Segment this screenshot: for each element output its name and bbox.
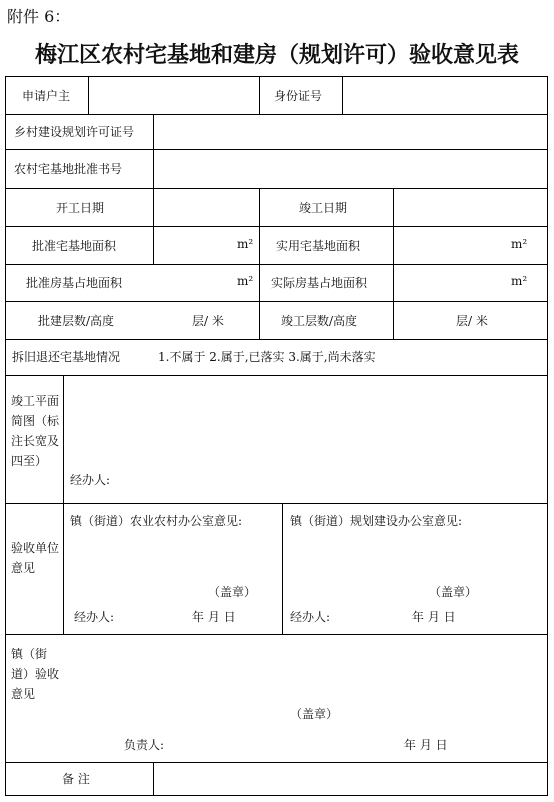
- row-line: [6, 149, 547, 150]
- actual-footprint-label: 实际房基占地面积: [271, 276, 368, 290]
- actual-land-area-label: 实用宅基地面积: [276, 239, 361, 253]
- row-line: [6, 114, 547, 115]
- responsible-label: 负责人:: [124, 738, 165, 752]
- date-line: 年 月 日: [412, 610, 456, 624]
- approved-floors-label: 批建层数/高度: [38, 314, 115, 328]
- plan-office-seal: （盖章）: [429, 585, 478, 599]
- acceptance-form: [5, 76, 548, 796]
- sqm-unit: m²: [511, 274, 528, 288]
- date-line: 年 月 日: [192, 610, 236, 624]
- floors-height-unit: 层/ 米: [192, 314, 224, 328]
- handler-label: 经办人:: [70, 473, 111, 487]
- approved-land-area-label: 批准宅基地面积: [32, 239, 117, 253]
- col-line: [259, 188, 260, 339]
- row-line: [6, 188, 547, 189]
- row-line: [6, 264, 547, 265]
- permit-number-label: 乡村建设规划许可证号: [14, 125, 135, 139]
- end-date-label: 竣工日期: [299, 201, 348, 215]
- col-line: [63, 375, 64, 634]
- agri-office-seal: （盖章）: [208, 585, 257, 599]
- row-line: [6, 375, 547, 376]
- col-line: [342, 77, 343, 114]
- row-line: [6, 226, 547, 227]
- id-number-label: 身份证号: [274, 89, 323, 103]
- row-line: [6, 634, 547, 635]
- col-line: [282, 503, 283, 634]
- plan-sketch-label: 竣工平面简图（标注长宽及四至）: [11, 394, 60, 468]
- handler-label: 经办人:: [74, 610, 115, 624]
- row-line: [6, 301, 547, 302]
- actual-floors-label: 竣工层数/高度: [281, 314, 358, 328]
- col-line: [393, 188, 394, 339]
- approval-number-label: 农村宅基地批准书号: [14, 162, 123, 176]
- town-seal: （盖章）: [290, 707, 339, 721]
- col-line: [259, 77, 260, 114]
- demolition-options: 1.不属于 2.属于,已落实 3.属于,尚未落实: [158, 350, 376, 364]
- date-line: 年 月 日: [404, 738, 448, 752]
- town-opinion-label: 镇（街道）验收意见: [11, 647, 60, 701]
- row-line: [6, 339, 547, 340]
- annex-label: 附件 6：: [7, 7, 71, 26]
- col-line: [153, 762, 154, 795]
- start-date-label: 开工日期: [56, 201, 105, 215]
- plan-office-opinion: 镇（街道）规划建设办公室意见:: [290, 514, 463, 528]
- form-title: 梅江区农村宅基地和建房（规划许可）验收意见表: [34, 42, 519, 68]
- sqm-unit: m²: [511, 237, 528, 251]
- remarks-label: 备 注: [62, 772, 90, 786]
- unit-opinion-label: 验收单位意见: [11, 541, 60, 575]
- floors-height-unit: 层/ 米: [456, 314, 488, 328]
- sqm-unit: m²: [237, 274, 254, 288]
- approved-footprint-label: 批准房基占地面积: [26, 276, 123, 290]
- sqm-unit: m²: [237, 237, 254, 251]
- handler-label: 经办人:: [290, 610, 331, 624]
- row-line: [6, 503, 547, 504]
- col-line: [153, 114, 154, 264]
- row-line: [6, 762, 547, 763]
- demolition-label: 拆旧退还宅基地情况: [12, 350, 121, 364]
- col-line: [88, 77, 89, 114]
- applicant-label: 申请户主: [22, 89, 71, 103]
- agri-office-opinion: 镇（街道）农业农村办公室意见:: [70, 514, 243, 528]
